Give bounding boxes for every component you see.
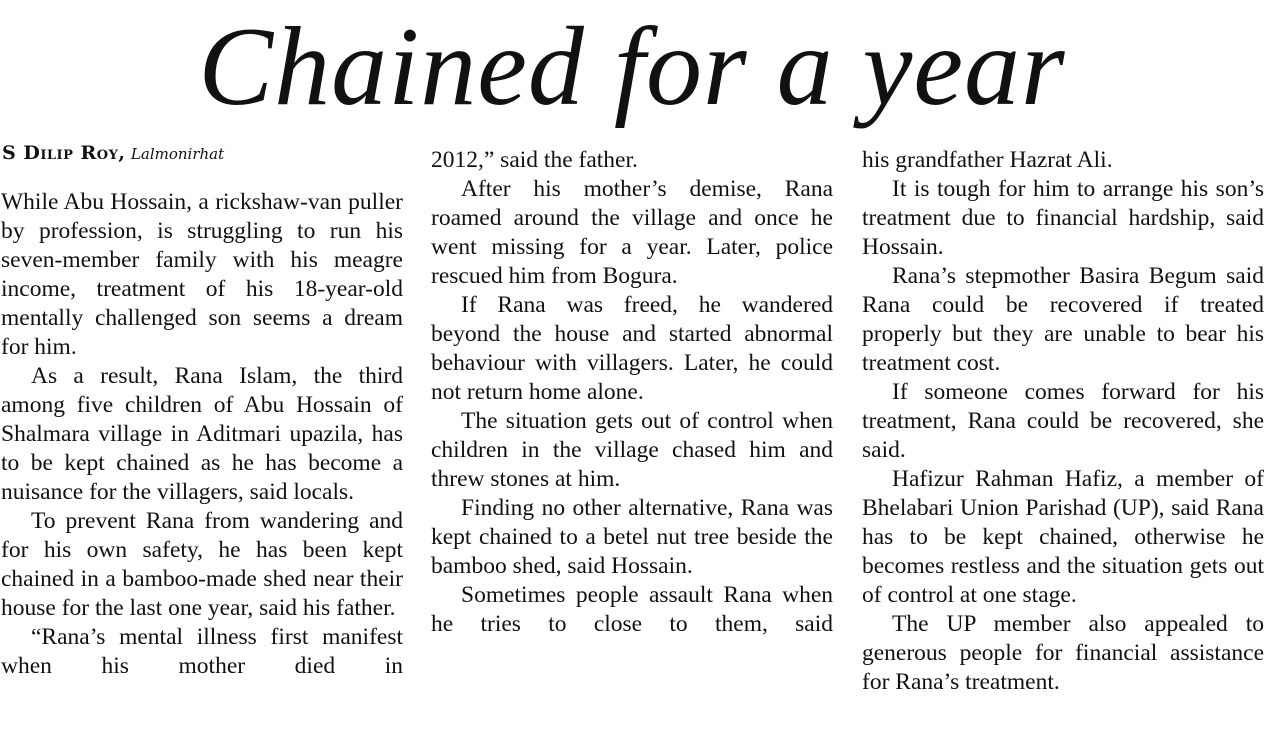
paragraph: The situation gets out of control when children in the village chased him and threw stones at him. — [431, 408, 833, 492]
article-column-2 — [431, 146, 833, 639]
byline-author: S Dilip Roy, — [2, 142, 126, 164]
paragraph: Finding no other alternative, Rana was kept chained to a betel nut tree beside the bamboo shed, said Hossain. — [431, 495, 833, 579]
article-column-3 — [862, 146, 1264, 697]
paragraph: his grandfather Hazrat Ali. — [862, 147, 1113, 173]
paragraph: Sometimes people assault Rana when he tries to close to them, said — [431, 582, 833, 637]
paragraph: If Rana was freed, he wandered beyond the house and started abnormal behaviour with villagers. Later, he could not return home alone. — [431, 292, 833, 405]
article-column-1 — [1, 188, 403, 681]
paragraph: Rana’s stepmother Basira Begum said Rana could be recovered if treated properly but they are unable to bear his treatment cost. — [862, 263, 1264, 376]
byline-location: Lalmonirhat — [130, 145, 225, 163]
byline — [2, 141, 224, 166]
paragraph: It is tough for him to arrange his son’s treatment due to financial hardship, said Hossain. — [862, 176, 1264, 260]
paragraph: To prevent Rana from wandering and for his own safety, he has been kept chained in a bamboo-made shed near their house for the last one year, said his father. — [1, 508, 403, 621]
paragraph: While Abu Hossain, a rickshaw-van puller by profession, is struggling to run his seven-member family with his meagre income, treatment of his 18-year-old mentally challenged son seems a dream for him. — [1, 189, 403, 360]
paragraph: After his mother’s demise, Rana roamed around the village and once he went missing for a year. Later, police rescued him from Bogura. — [431, 176, 833, 289]
paragraph: As a result, Rana Islam, the third among five children of Abu Hossain of Shalmara village in Aditmari upazila, has to be kept chained as he has become a nuisance for the villagers, said locals. — [1, 363, 403, 505]
headline: Chained for a year — [198, 5, 1066, 129]
paragraph: The UP member also appealed to generous people for financial assistance for Rana’s treatment. — [862, 611, 1264, 695]
paragraph: If someone comes forward for his treatment, Rana could be recovered, she said. — [862, 379, 1264, 463]
paragraph: 2012,” said the father. — [431, 147, 638, 173]
paragraph: “Rana’s mental illness first manifest when his mother died in — [1, 624, 403, 679]
paragraph: Hafizur Rahman Hafiz, a member of Bhelabari Union Parishad (UP), said Rana has to be kept chained, otherwise he becomes restless and the situation gets out of control at one stage. — [862, 466, 1264, 608]
